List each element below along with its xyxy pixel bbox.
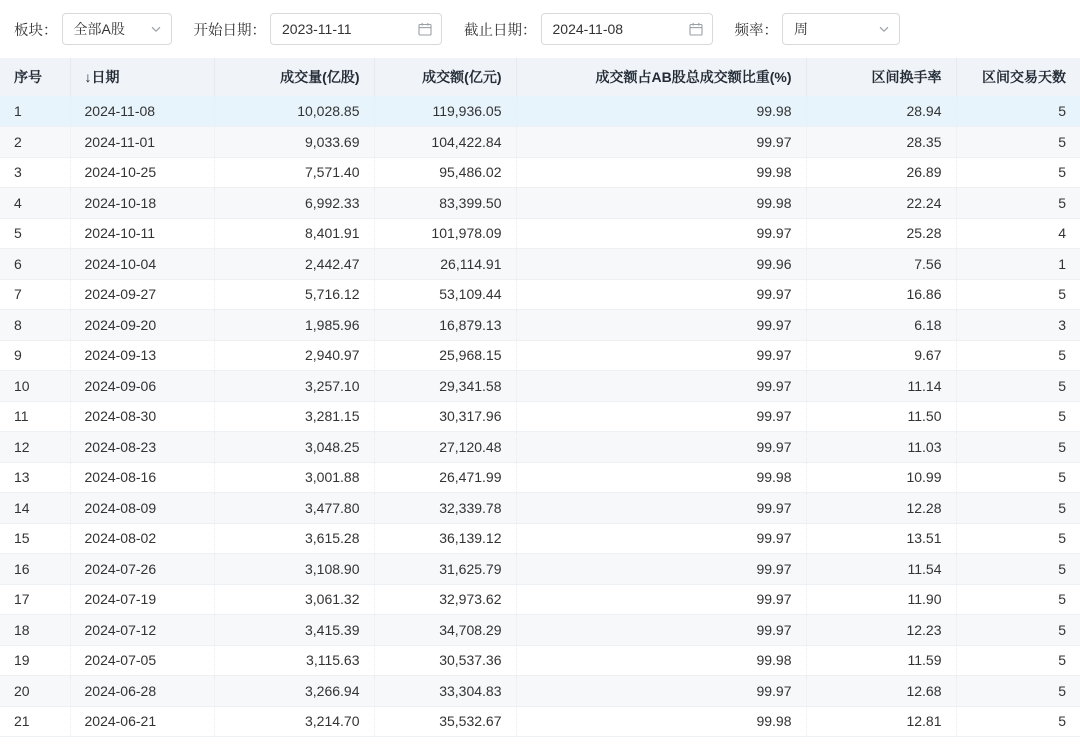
cell-days: 5: [956, 615, 1080, 646]
cell-date: 2024-10-04: [70, 249, 214, 280]
cell-turnover: 11.50: [806, 401, 956, 432]
column-header-date[interactable]: ↓日期: [70, 58, 214, 96]
start-date-label: 开始日期：: [193, 22, 266, 39]
table-row[interactable]: [0, 249, 1080, 280]
frequency-filter: [735, 13, 901, 45]
cell-pct: 99.97: [516, 523, 806, 554]
frequency-select-value: 周: [794, 21, 808, 37]
cell-date: 2024-10-11: [70, 218, 214, 249]
cell-date: 2024-06-21: [70, 706, 214, 737]
cell-turnover: 6.18: [806, 310, 956, 341]
cell-days: 5: [956, 188, 1080, 219]
cell-pct: 99.97: [516, 310, 806, 341]
cell-turnover: 13.51: [806, 523, 956, 554]
cell-amount: 30,537.36: [374, 645, 516, 676]
cell-date: 2024-08-02: [70, 523, 214, 554]
cell-pct: 99.97: [516, 676, 806, 707]
cell-index: 16: [0, 554, 70, 585]
cell-days: 1: [956, 249, 1080, 280]
cell-turnover: 12.68: [806, 676, 956, 707]
cell-pct: 99.97: [516, 401, 806, 432]
cell-turnover: 9.67: [806, 340, 956, 371]
cell-pct: 99.97: [516, 584, 806, 615]
cell-index: 6: [0, 249, 70, 280]
column-header-index[interactable]: 序号: [0, 58, 70, 96]
cell-index: 12: [0, 432, 70, 463]
cell-days: 5: [956, 96, 1080, 127]
cell-volume: 1,985.96: [214, 310, 374, 341]
table-row[interactable]: [0, 676, 1080, 707]
cell-index: 14: [0, 493, 70, 524]
cell-index: 15: [0, 523, 70, 554]
frequency-label: 频率：: [734, 22, 778, 39]
table-row[interactable]: [0, 584, 1080, 615]
cell-volume: 2,940.97: [214, 340, 374, 371]
end-date-filter: [464, 13, 713, 45]
cell-days: 5: [956, 279, 1080, 310]
cell-turnover: 12.81: [806, 706, 956, 737]
cell-pct: 99.97: [516, 615, 806, 646]
table-row[interactable]: [0, 218, 1080, 249]
cell-days: 5: [956, 401, 1080, 432]
cell-amount: 16,879.13: [374, 310, 516, 341]
market-turnover-table: [0, 58, 1080, 737]
cell-index: 18: [0, 615, 70, 646]
cell-turnover: 25.28: [806, 218, 956, 249]
cell-index: 8: [0, 310, 70, 341]
cell-index: 1: [0, 96, 70, 127]
cell-pct: 99.98: [516, 645, 806, 676]
calendar-icon: [689, 22, 703, 36]
cell-amount: 34,708.29: [374, 615, 516, 646]
cell-amount: 32,339.78: [374, 493, 516, 524]
table-row[interactable]: [0, 279, 1080, 310]
cell-index: 4: [0, 188, 70, 219]
cell-days: 5: [956, 706, 1080, 737]
cell-pct: 99.97: [516, 218, 806, 249]
cell-index: 9: [0, 340, 70, 371]
cell-days: 5: [956, 554, 1080, 585]
cell-date: 2024-09-20: [70, 310, 214, 341]
cell-turnover: 11.54: [806, 554, 956, 585]
table-header-row: [0, 58, 1080, 96]
cell-date: 2024-07-19: [70, 584, 214, 615]
cell-turnover: 16.86: [806, 279, 956, 310]
table-row[interactable]: [0, 432, 1080, 463]
cell-date: 2024-11-01: [70, 127, 214, 158]
cell-date: 2024-06-28: [70, 676, 214, 707]
cell-date: 2024-10-18: [70, 188, 214, 219]
cell-days: 5: [956, 493, 1080, 524]
cell-amount: 27,120.48: [374, 432, 516, 463]
cell-pct: 99.98: [516, 462, 806, 493]
cell-amount: 31,625.79: [374, 554, 516, 585]
cell-date: 2024-07-26: [70, 554, 214, 585]
cell-date: 2024-08-23: [70, 432, 214, 463]
cell-index: 11: [0, 401, 70, 432]
cell-date: 2024-09-06: [70, 371, 214, 402]
chevron-down-icon: [150, 23, 162, 35]
start-date-value: 2023-11-11: [282, 21, 352, 37]
cell-date: 2024-11-08: [70, 96, 214, 127]
cell-volume: 7,571.40: [214, 157, 374, 188]
cell-index: 3: [0, 157, 70, 188]
end-date-label: 截止日期：: [464, 22, 537, 39]
cell-turnover: 10.99: [806, 462, 956, 493]
cell-index: 7: [0, 279, 70, 310]
cell-amount: 25,968.15: [374, 340, 516, 371]
cell-days: 3: [956, 310, 1080, 341]
table-row[interactable]: [0, 340, 1080, 371]
cell-amount: 53,109.44: [374, 279, 516, 310]
cell-amount: 33,304.83: [374, 676, 516, 707]
cell-date: 2024-09-13: [70, 340, 214, 371]
cell-days: 5: [956, 340, 1080, 371]
table-row[interactable]: [0, 157, 1080, 188]
cell-volume: 3,266.94: [214, 676, 374, 707]
cell-volume: 3,615.28: [214, 523, 374, 554]
cell-turnover: 11.14: [806, 371, 956, 402]
table-row[interactable]: [0, 188, 1080, 219]
cell-turnover: 28.94: [806, 96, 956, 127]
cell-index: 2: [0, 127, 70, 158]
table-header: [0, 58, 1080, 96]
cell-turnover: 11.59: [806, 645, 956, 676]
table-row[interactable]: [0, 493, 1080, 524]
cell-volume: 3,214.70: [214, 706, 374, 737]
cell-days: 5: [956, 432, 1080, 463]
cell-index: 10: [0, 371, 70, 402]
cell-date: 2024-08-16: [70, 462, 214, 493]
chevron-down-icon: [878, 23, 890, 35]
table-row[interactable]: [0, 310, 1080, 341]
end-date-value: 2024-11-08: [552, 21, 624, 37]
cell-turnover: 7.56: [806, 249, 956, 280]
cell-volume: 10,028.85: [214, 96, 374, 127]
cell-index: 13: [0, 462, 70, 493]
cell-volume: 3,281.15: [214, 401, 374, 432]
cell-days: 5: [956, 676, 1080, 707]
column-header-volume[interactable]: 成交量(亿股): [214, 58, 374, 96]
cell-volume: 3,477.80: [214, 493, 374, 524]
cell-volume: 8,401.91: [214, 218, 374, 249]
column-header-days[interactable]: 区间交易天数: [956, 58, 1080, 96]
table-row[interactable]: [0, 706, 1080, 737]
cell-days: 5: [956, 157, 1080, 188]
frequency-select[interactable]: [782, 13, 900, 45]
cell-index: 19: [0, 645, 70, 676]
table-row[interactable]: [0, 554, 1080, 585]
cell-pct: 99.97: [516, 493, 806, 524]
cell-amount: 104,422.84: [374, 127, 516, 158]
filter-toolbar: [0, 0, 1080, 58]
cell-date: 2024-08-30: [70, 401, 214, 432]
table-row[interactable]: [0, 96, 1080, 127]
cell-days: 5: [956, 462, 1080, 493]
cell-volume: 3,061.32: [214, 584, 374, 615]
board-filter: [14, 13, 172, 45]
board-select-value: 全部A股: [73, 21, 125, 37]
cell-date: 2024-08-09: [70, 493, 214, 524]
cell-amount: 95,486.02: [374, 157, 516, 188]
cell-pct: 99.97: [516, 554, 806, 585]
cell-days: 5: [956, 127, 1080, 158]
cell-volume: 3,415.39: [214, 615, 374, 646]
cell-date: 2024-10-25: [70, 157, 214, 188]
cell-amount: 101,978.09: [374, 218, 516, 249]
cell-turnover: 11.03: [806, 432, 956, 463]
start-date-input[interactable]: [270, 13, 442, 45]
board-label: 板块：: [14, 22, 58, 39]
cell-pct: 99.97: [516, 371, 806, 402]
cell-days: 5: [956, 523, 1080, 554]
end-date-input[interactable]: [541, 13, 713, 45]
table-row[interactable]: [0, 523, 1080, 554]
start-date-filter: [194, 13, 443, 45]
calendar-icon: [418, 22, 432, 36]
cell-index: 5: [0, 218, 70, 249]
cell-date: 2024-07-05: [70, 645, 214, 676]
cell-turnover: 28.35: [806, 127, 956, 158]
cell-date: 2024-07-12: [70, 615, 214, 646]
cell-days: 5: [956, 645, 1080, 676]
cell-turnover: 22.24: [806, 188, 956, 219]
table-body: [0, 96, 1080, 737]
board-select[interactable]: [62, 13, 172, 45]
column-header-amount[interactable]: 成交额(亿元): [374, 58, 516, 96]
cell-turnover: 12.28: [806, 493, 956, 524]
cell-volume: 3,001.88: [214, 462, 374, 493]
table-row[interactable]: [0, 645, 1080, 676]
cell-amount: 29,341.58: [374, 371, 516, 402]
cell-pct: 99.97: [516, 340, 806, 371]
cell-days: 5: [956, 584, 1080, 615]
table-row[interactable]: [0, 401, 1080, 432]
cell-turnover: 12.23: [806, 615, 956, 646]
table-row[interactable]: [0, 462, 1080, 493]
cell-amount: 36,139.12: [374, 523, 516, 554]
cell-volume: 5,716.12: [214, 279, 374, 310]
cell-volume: 3,257.10: [214, 371, 374, 402]
cell-pct: 99.97: [516, 127, 806, 158]
cell-pct: 99.97: [516, 432, 806, 463]
cell-date: 2024-09-27: [70, 279, 214, 310]
table-row[interactable]: [0, 371, 1080, 402]
cell-volume: 6,992.33: [214, 188, 374, 219]
cell-pct: 99.97: [516, 279, 806, 310]
cell-volume: 2,442.47: [214, 249, 374, 280]
cell-amount: 119,936.05: [374, 96, 516, 127]
cell-pct: 99.96: [516, 249, 806, 280]
cell-index: 20: [0, 676, 70, 707]
column-header-turnover[interactable]: 区间换手率: [806, 58, 956, 96]
cell-index: 17: [0, 584, 70, 615]
cell-amount: 35,532.67: [374, 706, 516, 737]
cell-amount: 30,317.96: [374, 401, 516, 432]
cell-amount: 83,399.50: [374, 188, 516, 219]
cell-turnover: 11.90: [806, 584, 956, 615]
cell-amount: 32,973.62: [374, 584, 516, 615]
cell-volume: 3,108.90: [214, 554, 374, 585]
column-header-pct[interactable]: 成交额占AB股总成交额比重(%): [516, 58, 806, 96]
cell-index: 21: [0, 706, 70, 737]
table-row[interactable]: [0, 615, 1080, 646]
cell-volume: 3,115.63: [214, 645, 374, 676]
cell-volume: 9,033.69: [214, 127, 374, 158]
table-row[interactable]: [0, 127, 1080, 158]
cell-amount: 26,114.91: [374, 249, 516, 280]
cell-volume: 3,048.25: [214, 432, 374, 463]
cell-turnover: 26.89: [806, 157, 956, 188]
cell-pct: 99.98: [516, 96, 806, 127]
cell-days: 4: [956, 218, 1080, 249]
cell-amount: 26,471.99: [374, 462, 516, 493]
cell-pct: 99.98: [516, 157, 806, 188]
data-table-container[interactable]: [0, 58, 1080, 747]
cell-pct: 99.98: [516, 706, 806, 737]
cell-days: 5: [956, 371, 1080, 402]
cell-pct: 99.98: [516, 188, 806, 219]
